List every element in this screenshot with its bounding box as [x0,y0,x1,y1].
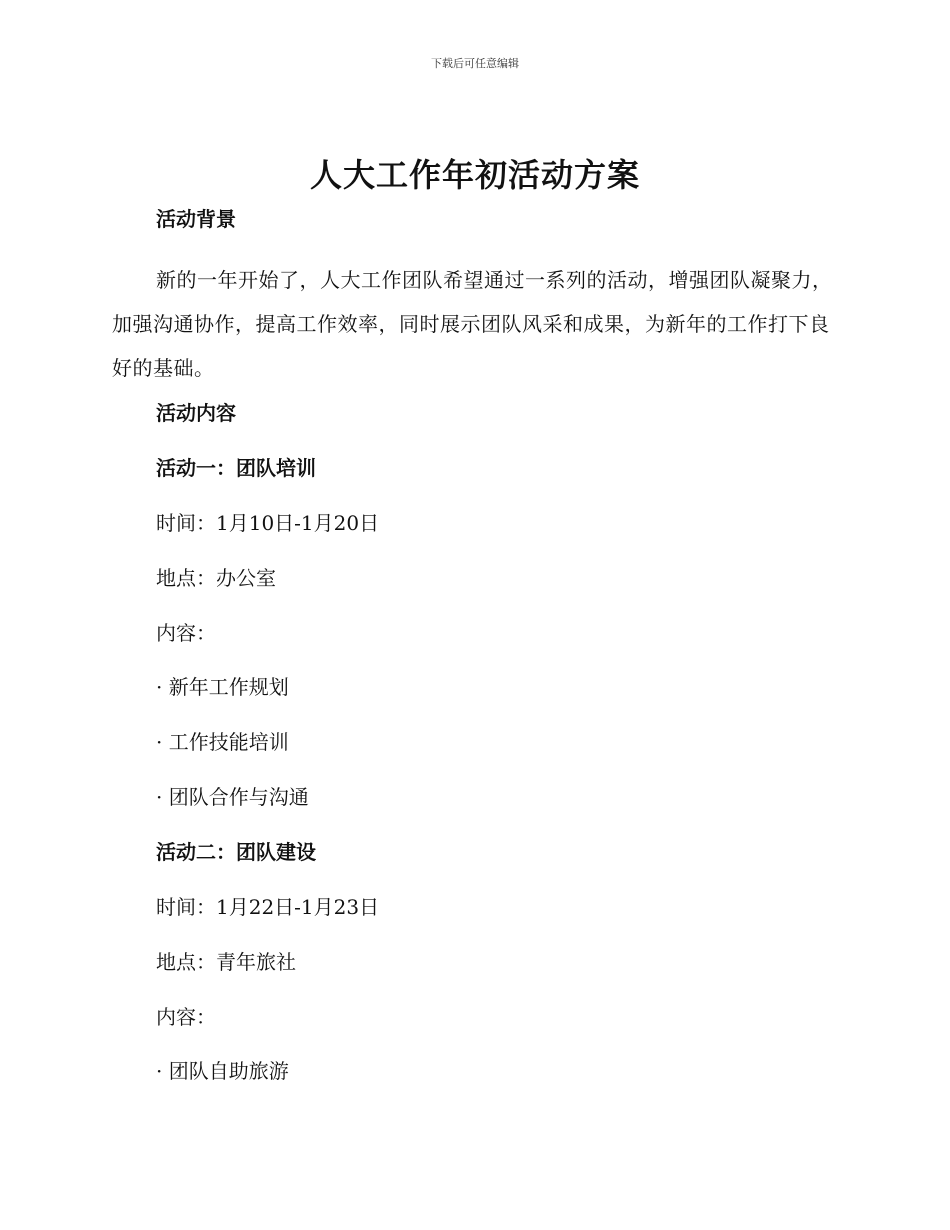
activity-1-content-label: 内容： [156,621,216,645]
activity-2-content-label: 内容： [156,1005,216,1029]
activity-1-heading: 活动一：团队培训 [156,456,316,480]
activity-1-item: · 团队合作与沟通 [156,785,309,809]
activity-2-time: 时间：1月22日-1月23日 [156,895,380,919]
page-header-note: 下载后可任意编辑 [431,57,519,70]
activity-1-place: 地点：办公室 [156,566,276,590]
section-heading-content: 活动内容 [156,401,236,425]
activity-2-heading: 活动二：团队建设 [156,840,316,864]
activity-1-time: 时间：1月10日-1月20日 [156,511,380,535]
activity-1-item: · 工作技能培训 [156,730,289,754]
section-heading-background: 活动背景 [156,207,236,231]
activity-2-item: · 团队自助旅游 [156,1059,289,1083]
background-paragraph: 新的一年开始了，人大工作团队希望通过一系列的活动，增强团队凝聚力，加强沟通协作，提高工作效率，同时展示团队风采和成果，为新年的工作打下良好的基础。 [112,268,833,380]
activity-2-place: 地点：青年旅社 [156,950,296,974]
document-title: 人大工作年初活动方案 [309,156,640,194]
activity-1-item: · 新年工作规划 [156,675,289,699]
